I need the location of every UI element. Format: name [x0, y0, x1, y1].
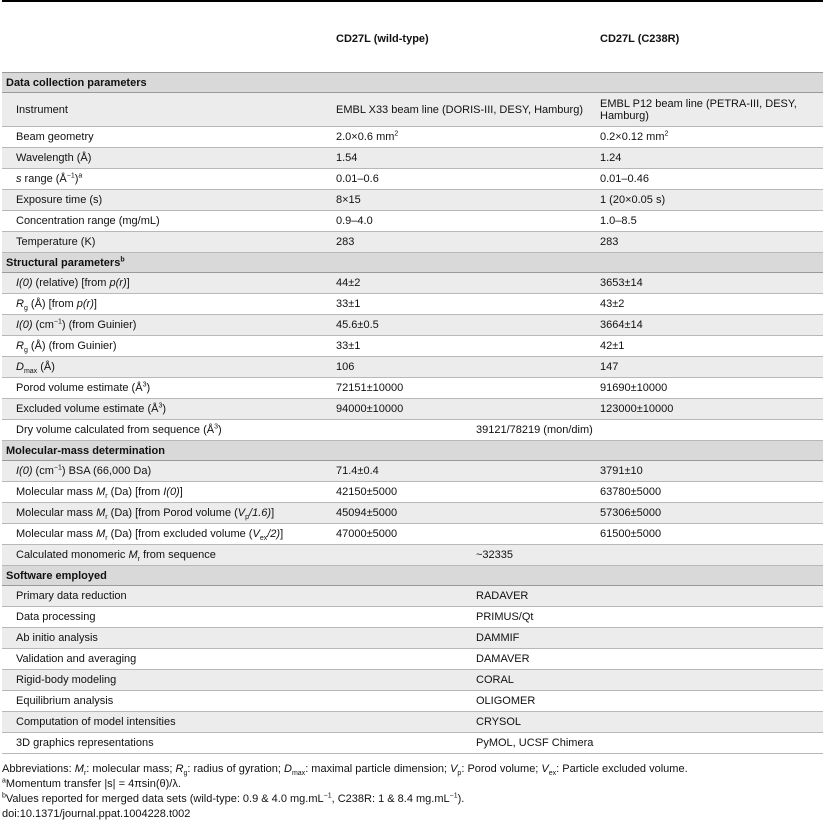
row-label: Exposure time (s): [2, 190, 336, 211]
c238r-value: 43±2: [600, 294, 823, 315]
wild-type-value: 0.01–0.6: [336, 169, 600, 190]
table-row: [2, 545, 823, 566]
table-row: [2, 607, 823, 628]
row-label: Calculated monomeric $M_r$ from sequence: [2, 545, 336, 566]
section-title: Software employed: [2, 566, 823, 586]
wild-type-value: 94000±10000: [336, 399, 600, 420]
section-header-row: [2, 253, 823, 273]
table-row: [2, 670, 823, 691]
table-row: [2, 524, 823, 545]
c238r-value: EMBL P12 beam line (PETRA-III, DESY, Hamburg): [600, 93, 823, 127]
abbreviations-note: Abbreviations: $M_r$: molecular mass; $R_g$: radius of gyration; $D_{max}$: maximal particle dimension; $V_p$: Porod volume; $V_{ex}$: Particle excluded volume.: [2, 763, 688, 778]
table-row: [2, 232, 823, 253]
merged-value: PyMOL, UCSF Chimera: [336, 733, 823, 754]
row-label: Ab initio analysis: [2, 628, 336, 649]
c238r-value: 1.24: [600, 148, 823, 169]
c238r-value: 91690±10000: [600, 378, 823, 399]
row-label: Dry volume calculated from sequence $(Å^3)$: [2, 420, 336, 441]
header-blank: [2, 1, 336, 73]
header-c238r: CD27L (C238R): [600, 1, 823, 73]
row-label: Rigid-body modeling: [2, 670, 336, 691]
table-row: [2, 315, 823, 336]
table-row: [2, 712, 823, 733]
wild-type-value: 71.4±0.4: [336, 461, 600, 482]
table-row: [2, 649, 823, 670]
section-header-row: [2, 73, 823, 93]
c238r-value: 0.01–0.46: [600, 169, 823, 190]
wild-type-value: 106: [336, 357, 600, 378]
wild-type-value: 45.6±0.5: [336, 315, 600, 336]
table-row: [2, 586, 823, 607]
row-label: Wavelength (Å): [2, 148, 336, 169]
table-row: [2, 461, 823, 482]
saxs-table: [2, 0, 823, 754]
wild-type-value: 42150±5000: [336, 482, 600, 503]
table-row: [2, 294, 823, 315]
c238r-value: 61500±5000: [600, 524, 823, 545]
c238r-value: 63780±5000: [600, 482, 823, 503]
merged-value: ~32335: [336, 545, 823, 566]
section-title: Structural parameters$^b$: [2, 253, 823, 273]
c238r-value: 1 (20×0.05 s): [600, 190, 823, 211]
table-row: [2, 273, 823, 294]
row-label: Equilibrium analysis: [2, 691, 336, 712]
section-title: Molecular-mass determination: [2, 441, 823, 461]
table-row: [2, 378, 823, 399]
wild-type-value: EMBL X33 beam line (DORIS-III, DESY, Hamburg): [336, 93, 600, 127]
table-header-row: [2, 1, 823, 73]
c238r-value: 3653±14: [600, 273, 823, 294]
table-row: [2, 336, 823, 357]
table-row: [2, 482, 823, 503]
row-label: Instrument: [2, 93, 336, 127]
wild-type-value: 47000±5000: [336, 524, 600, 545]
row-label: Molecular mass $M_r$ (Da) [from excluded volume $(V_{ex}/2)$]: [2, 524, 336, 545]
wild-type-value: 72151±10000: [336, 378, 600, 399]
row-label: Computation of model intensities: [2, 712, 336, 733]
row-label: I(0) $(cm^{-1})$ BSA (66,000 Da): [2, 461, 336, 482]
table-footnotes: [2, 762, 823, 822]
row-label: Excluded volume estimate $(Å^3)$: [2, 399, 336, 420]
c238r-value: 3664±14: [600, 315, 823, 336]
row-label: $R_g$ (Å) (from Guinier): [2, 336, 336, 357]
c238r-value: 57306±5000: [600, 503, 823, 524]
row-label: $D_{max}$ (Å): [2, 357, 336, 378]
merged-value: CRYSOL: [336, 712, 823, 733]
row-label: 3D graphics representations: [2, 733, 336, 754]
doi-text: doi:10.1371/journal.ppat.1004228.t002: [2, 808, 191, 820]
row-label: Data processing: [2, 607, 336, 628]
wild-type-value: 1.54: [336, 148, 600, 169]
wild-type-value: 44±2: [336, 273, 600, 294]
c238r-value: 0.2×0.12 $mm^2$: [600, 127, 823, 148]
header-wild-type: CD27L (wild-type): [336, 1, 600, 73]
table-body: [2, 73, 823, 754]
section-header-row: [2, 441, 823, 461]
row-label: Molecular mass $M_r$ (Da) [from I(0)]: [2, 482, 336, 503]
row-label: Concentration range (mg/mL): [2, 211, 336, 232]
row-label: I(0) (relative) [from p(r)]: [2, 273, 336, 294]
footnote-a: $^a$Momentum transfer |s| = 4πsin(θ)/λ.: [2, 777, 181, 790]
table-row: [2, 399, 823, 420]
c238r-value: 1.0–8.5: [600, 211, 823, 232]
table-row: [2, 733, 823, 754]
c238r-value: 123000±10000: [600, 399, 823, 420]
table-row: [2, 211, 823, 232]
section-header-row: [2, 566, 823, 586]
merged-value: OLIGOMER: [336, 691, 823, 712]
row-label: Molecular mass $M_r$ (Da) [from Porod volume $(V_p/1.6)$]: [2, 503, 336, 524]
section-title: Data collection parameters: [2, 73, 823, 93]
wild-type-value: 33±1: [336, 294, 600, 315]
table-row: [2, 628, 823, 649]
row-label: Porod volume estimate $(Å^3)$: [2, 378, 336, 399]
table-row: [2, 127, 823, 148]
merged-value: PRIMUS/Qt: [336, 607, 823, 628]
table-container: [2, 0, 823, 822]
row-label: s range $(Å^{-1})^a$: [2, 169, 336, 190]
wild-type-value: 0.9–4.0: [336, 211, 600, 232]
wild-type-value: 45094±5000: [336, 503, 600, 524]
table-row: [2, 190, 823, 211]
table-row: [2, 691, 823, 712]
footnote-b: $^b$Values reported for merged data sets (wild-type: 0.9 & 4.0 $mg.mL^{-1}$, C238R: 1 & 8.4 $mg.mL^{-1}$).: [2, 792, 465, 805]
table-row: [2, 503, 823, 524]
table-row: [2, 93, 823, 127]
table-row: [2, 169, 823, 190]
c238r-value: 42±1: [600, 336, 823, 357]
c238r-value: 147: [600, 357, 823, 378]
merged-value: DAMAVER: [336, 649, 823, 670]
merged-value: DAMMIF: [336, 628, 823, 649]
table-row: [2, 148, 823, 169]
wild-type-value: 8×15: [336, 190, 600, 211]
row-label: Beam geometry: [2, 127, 336, 148]
wild-type-value: 2.0×0.6 $mm^2$: [336, 127, 600, 148]
table-row: [2, 357, 823, 378]
c238r-value: 283: [600, 232, 823, 253]
merged-value: CORAL: [336, 670, 823, 691]
c238r-value: 3791±10: [600, 461, 823, 482]
table-row: [2, 420, 823, 441]
row-label: I(0) $(cm^{-1})$ (from Guinier): [2, 315, 336, 336]
row-label: Temperature (K): [2, 232, 336, 253]
wild-type-value: 33±1: [336, 336, 600, 357]
merged-value: 39121/78219 (mon/dim): [336, 420, 823, 441]
row-label: Primary data reduction: [2, 586, 336, 607]
wild-type-value: 283: [336, 232, 600, 253]
merged-value: RADAVER: [336, 586, 823, 607]
row-label: $R_g$ (Å) [from p(r)]: [2, 294, 336, 315]
row-label: Validation and averaging: [2, 649, 336, 670]
